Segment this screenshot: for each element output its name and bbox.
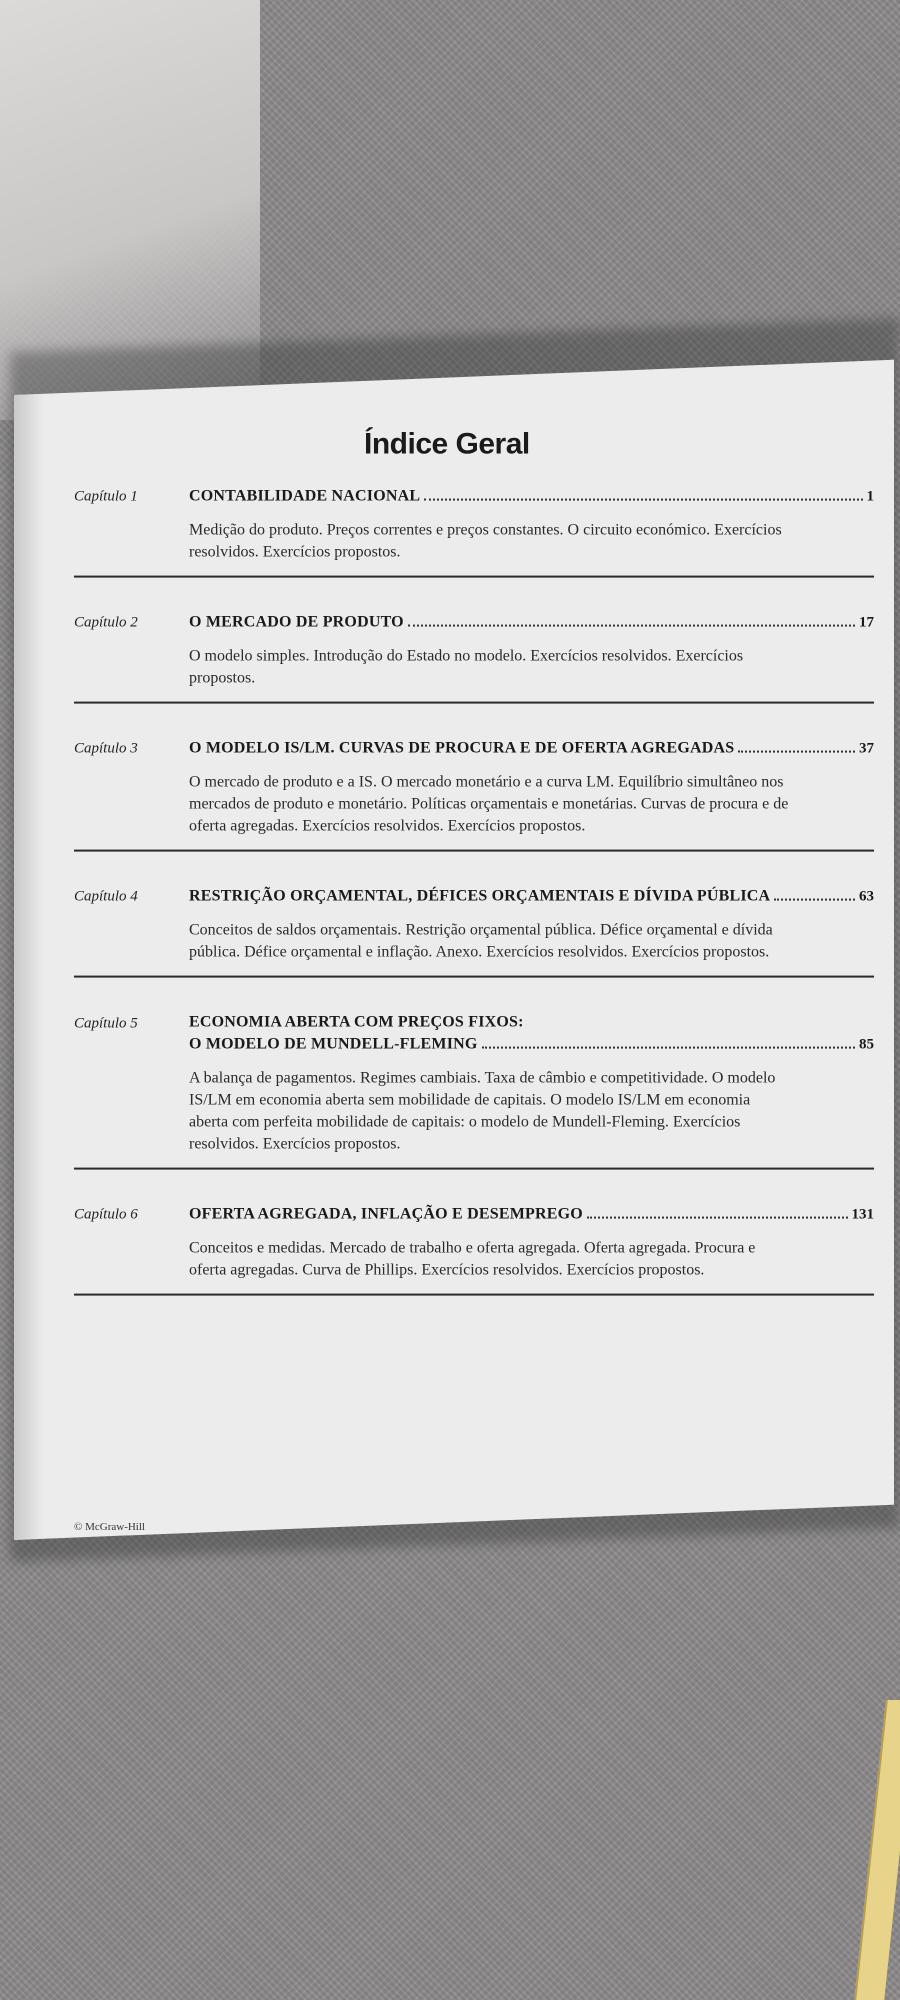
book-page: [14, 360, 894, 1540]
chapter-title: O MODELO DE MUNDELL-FLEMING: [189, 1035, 478, 1053]
leader-dots: [424, 499, 862, 501]
leader-dots: [587, 1217, 848, 1219]
table-of-contents: [74, 428, 874, 1332]
chapter-page-number: 17: [859, 614, 874, 631]
chapter-title: CONTABILIDADE NACIONAL: [189, 487, 421, 505]
chapter-entry-5: [74, 1014, 874, 1170]
chapter-description: O mercado de produto e a IS. O mercado monetário e a curva LM. Equilíbrio simultâneo nos mercados de produto e monetário. Políticas orçamentais e monetárias. Curvas de procura e de oferta agregadas. Exercícios resolvidos. Exercícios propostos.: [189, 773, 789, 835]
chapter-title-line: [189, 1206, 874, 1224]
chapter-title: RESTRIÇÃO ORÇAMENTAL, DÉFICES ORÇAMENTAIS E DÍVIDA PÚBLICA: [189, 887, 771, 905]
chapter-entry-1: [74, 488, 874, 578]
book-corner: [854, 1700, 900, 2000]
chapter-label: Capítulo 5: [74, 1015, 138, 1032]
chapter-page-number: 63: [859, 888, 874, 905]
chapter-label: Capítulo 4: [74, 888, 138, 905]
chapter-description: A balança de pagamentos. Regimes cambiais. Taxa de câmbio e competitividade. O modelo IS/LM em economia aberta sem mobilidade de capitais. O modelo IS/LM em economia aberta com perfeita mobilidade de capitais: o modelo de Mundell-Fleming. Exercícios resolvidos. Exercícios propostos.: [189, 1069, 776, 1153]
chapter-entry-6: [74, 1206, 874, 1296]
chapter-title: O MERCADO DE PRODUTO: [189, 613, 404, 631]
chapter-title-line: [189, 888, 874, 906]
chapter-page-number: 37: [859, 740, 874, 757]
page-title: Índice Geral: [364, 427, 530, 461]
leader-dots: [774, 899, 855, 901]
chapter-title-line: [189, 614, 874, 632]
copyright-footer: © McGraw-Hill: [74, 1521, 145, 1534]
chapter-label: Capítulo 1: [74, 488, 138, 505]
chapter-entry-3: [74, 740, 874, 852]
chapter-label: Capítulo 2: [74, 614, 138, 631]
leader-dots: [482, 1047, 855, 1049]
chapter-title-line: [189, 1036, 874, 1054]
chapter-label: Capítulo 6: [74, 1206, 138, 1223]
chapter-page-number: 85: [859, 1036, 874, 1053]
chapter-description: Medição do produto. Preços correntes e preços constantes. O circuito económico. Exercícios resolvidos. Exercícios propostos.: [189, 521, 782, 561]
leader-dots: [738, 751, 855, 753]
chapter-description: O modelo simples. Introdução do Estado no modelo. Exercícios resolvidos. Exercícios propostos.: [189, 647, 744, 687]
chapter-entry-4: [74, 888, 874, 978]
chapter-title-line-1: ECONOMIA ABERTA COM PREÇOS FIXOS:: [189, 1013, 524, 1031]
chapter-page-number: 131: [851, 1206, 874, 1223]
chapter-title: O MODELO IS/LM. CURVAS DE PROCURA E DE OFERTA AGREGADAS: [189, 739, 735, 757]
chapter-label: Capítulo 3: [74, 740, 138, 757]
chapter-description: Conceitos e medidas. Mercado de trabalho e oferta agregada. Oferta agregada. Procura e oferta agregadas. Curva de Phillips. Exercícios resolvidos. Exercícios propostos.: [189, 1239, 756, 1279]
chapter-title-line: [189, 740, 874, 758]
chapter-description: Conceitos de saldos orçamentais. Restrição orçamental pública. Défice orçamental e dívida pública. Défice orçamental e inflação. Anexo. Exercícios resolvidos. Exercícios propostos.: [189, 921, 773, 961]
chapter-title-line: [189, 488, 874, 506]
chapter-page-number: 1: [866, 488, 874, 505]
chapter-title: OFERTA AGREGADA, INFLAÇÃO E DESEMPREGO: [189, 1205, 583, 1223]
chapter-entry-2: [74, 614, 874, 704]
leader-dots: [408, 625, 855, 627]
